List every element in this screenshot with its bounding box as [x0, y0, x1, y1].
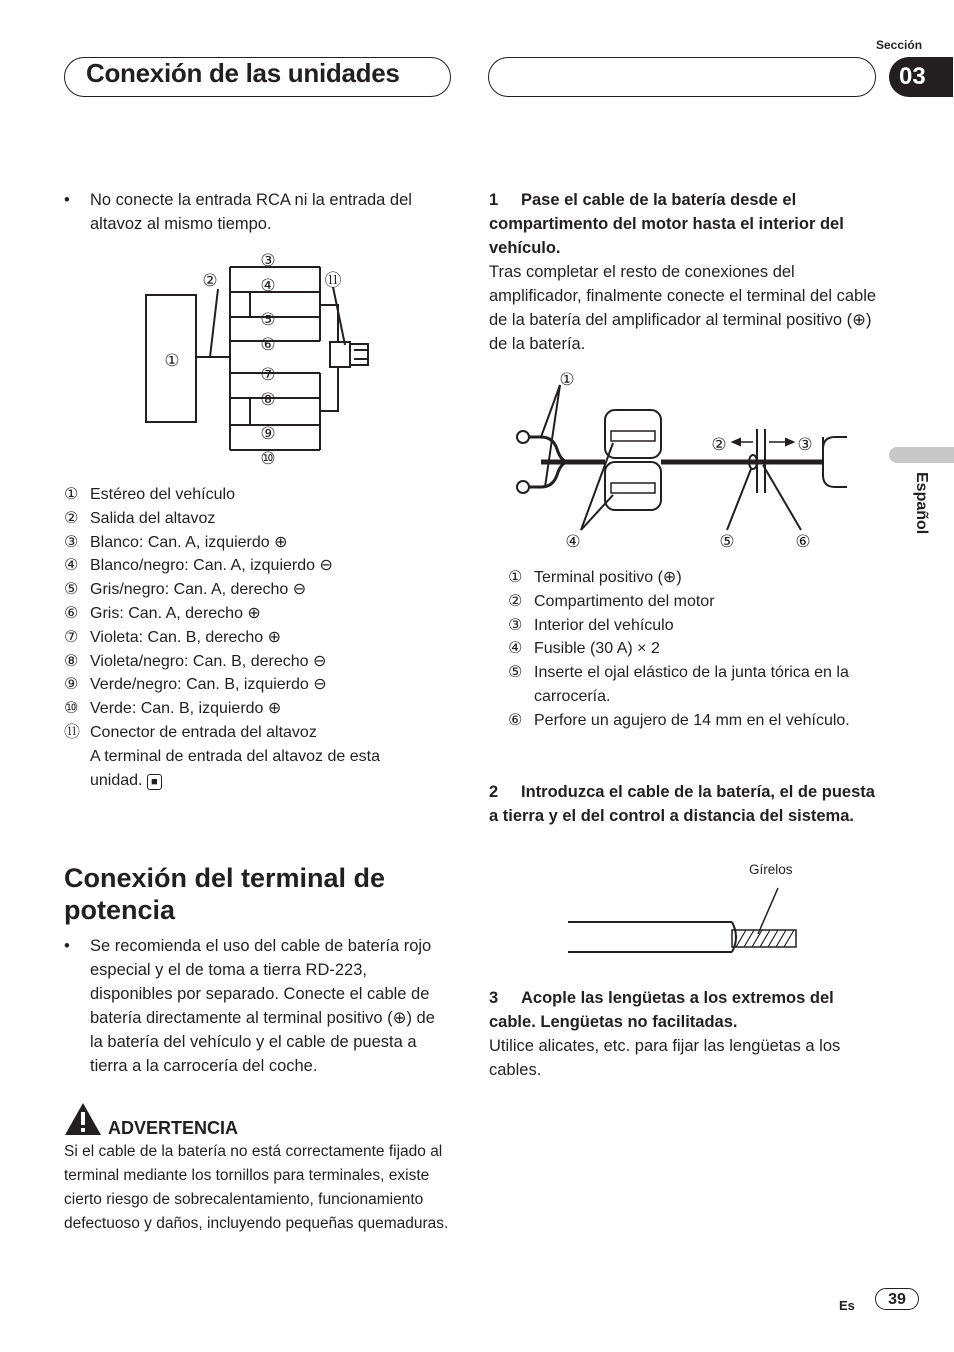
language-tab-label: Español: [913, 472, 930, 535]
diagram-callout-2: ②: [202, 271, 218, 290]
legend-item: ⑥ Gris: Can. A, derecho ⊕: [64, 604, 261, 622]
step-1-number: 1: [489, 191, 499, 209]
section-number-badge: 03: [889, 57, 953, 97]
twist-label: Gírelos: [749, 862, 793, 877]
diagram-callout-5: ⑤: [260, 310, 276, 329]
step-3-title: 3 Acople las lengüetas a los extremos del cable. Lengüetas no facilitadas.: [489, 986, 881, 1034]
legend-item: ⑥ Perfore un agujero de 14 mm en el vehículo.: [508, 711, 850, 729]
diagram-callout-6: ⑥: [260, 335, 276, 354]
language-tab-marker: [889, 447, 954, 463]
legend-item: ⑧ Violeta/negro: Can. B, derecho ⊖: [64, 652, 327, 670]
header-blank-frame: [488, 57, 876, 97]
legend-item: ② Compartimento del motor: [508, 592, 715, 610]
speaker-wiring-diagram: [140, 245, 390, 470]
bullet-dot: •: [64, 937, 70, 955]
bullet-cable-text: Se recomienda el uso del cable de batería rojo especial y el de toma a tierra RD-223, disponibles por separado. Conecte el cable de batería directamente al terminal positivo (⊕) de la batería del vehículo y el cable de puesta a tierra a la carrocería del coche.: [90, 937, 435, 1075]
diagram-callout-9: ⑨: [260, 424, 276, 443]
legend-item: ③ Interior del vehículo: [508, 616, 674, 634]
diagram-callout-4: ④: [260, 276, 276, 295]
section-title-power-terminal: Conexión del terminal de potencia: [64, 863, 386, 925]
speaker-input-connector: [330, 342, 350, 367]
legend-item: ⑤ Gris/negro: Can. A, derecho ⊖: [64, 581, 307, 599]
battery-callout-6: ⑥: [795, 532, 811, 551]
diagram-callout-3: ③: [260, 251, 276, 270]
step-2-title: 2 Introduzca el cable de la batería, el de puesta a tierra y el del control a distancia del sistema.: [489, 780, 881, 828]
battery-callout-5: ⑤: [719, 532, 735, 551]
step-3-text: Utilice alicates, etc. para fijar las lengüetas a los cables.: [489, 1037, 841, 1079]
diagram-callout-7: ⑦: [260, 365, 276, 384]
legend-item: ① Estéreo del vehículo: [64, 486, 235, 503]
end-mark-icon: ■: [147, 774, 162, 790]
battery-legend-list: [508, 566, 868, 733]
warning-title: ADVERTENCIA: [108, 1118, 239, 1138]
footer-language-code: Es: [839, 1298, 855, 1313]
legend-item: ④ Blanco/negro: Can. A, izquierdo ⊖: [64, 557, 333, 575]
legend-note-line-2: [64, 769, 444, 793]
bullet-dot: •: [64, 191, 70, 209]
legend-item: ⑨ Verde/negro: Can. B, izquierdo ⊖: [64, 676, 327, 694]
page-title: Conexión de las unidades: [86, 58, 400, 88]
legend-item: ⑦ Violeta: Can. B, derecho ⊕: [64, 628, 281, 646]
diagram-callout-11: ⑪: [324, 271, 342, 290]
diagram-callout-1: ①: [164, 351, 180, 370]
legend-note-text: unidad.: [90, 771, 143, 789]
step-2-number: 2: [489, 783, 499, 801]
battery-callout-2: ②: [711, 435, 727, 454]
step-1-title: 1 Pase el cable de la batería desde el compartimento del motor hasta el interior del vehículo.: [489, 188, 881, 260]
step-1-text: Tras completar el resto de conexiones del amplificador, finalmente conecte el terminal del cable de la batería del amplificador al terminal positivo (⊕) de la batería.: [489, 263, 877, 353]
fuse-holder-2: [605, 462, 661, 510]
legend-item: ④ Fusible (30 A) × 2: [508, 640, 660, 658]
twist-wire-diagram: [560, 880, 810, 960]
legend-item: ③ Blanco: Can. A, izquierdo ⊕: [64, 533, 288, 551]
bullet-rca-text: No conecte la entrada RCA ni la entrada del altavoz al mismo tiempo.: [90, 191, 412, 233]
legend-item: ⑩ Verde: Can. B, izquierdo ⊕: [64, 700, 282, 718]
battery-callout-1: ①: [559, 370, 575, 389]
legend-item: ⑤ Inserte el ojal elástico de la junta tórica en la carrocería.: [508, 664, 849, 705]
warning-triangle-icon: [64, 1102, 102, 1136]
battery-cable-diagram: [505, 365, 865, 555]
legend-item: ① Terminal positivo (⊕): [508, 569, 682, 586]
legend-note-line-1: A terminal de entrada del altavoz de esta: [90, 747, 380, 765]
battery-callout-4: ④: [565, 532, 581, 551]
page-number: 39: [875, 1288, 919, 1310]
legend-item: ⑪ Conector de entrada del altavoz: [64, 723, 317, 741]
step-3-number: 3: [489, 989, 499, 1007]
warning-text: Si el cable de la batería no está correctamente fijado al terminal mediante los tornillos para terminales, existe cierto riesgo de sobrecalentamiento, funcionamiento defectuoso y daños, incluyendo pequeñas quemaduras.: [64, 1143, 449, 1232]
legend-item: ② Salida del altavoz: [64, 509, 216, 527]
speaker-legend-list: [64, 483, 444, 792]
battery-callout-3: ③: [797, 435, 813, 454]
section-label: Sección: [876, 38, 923, 52]
diagram-callout-8: ⑧: [260, 390, 276, 409]
fuse-holder-1: [605, 410, 661, 458]
diagram-callout-10: ⑩: [260, 449, 276, 468]
